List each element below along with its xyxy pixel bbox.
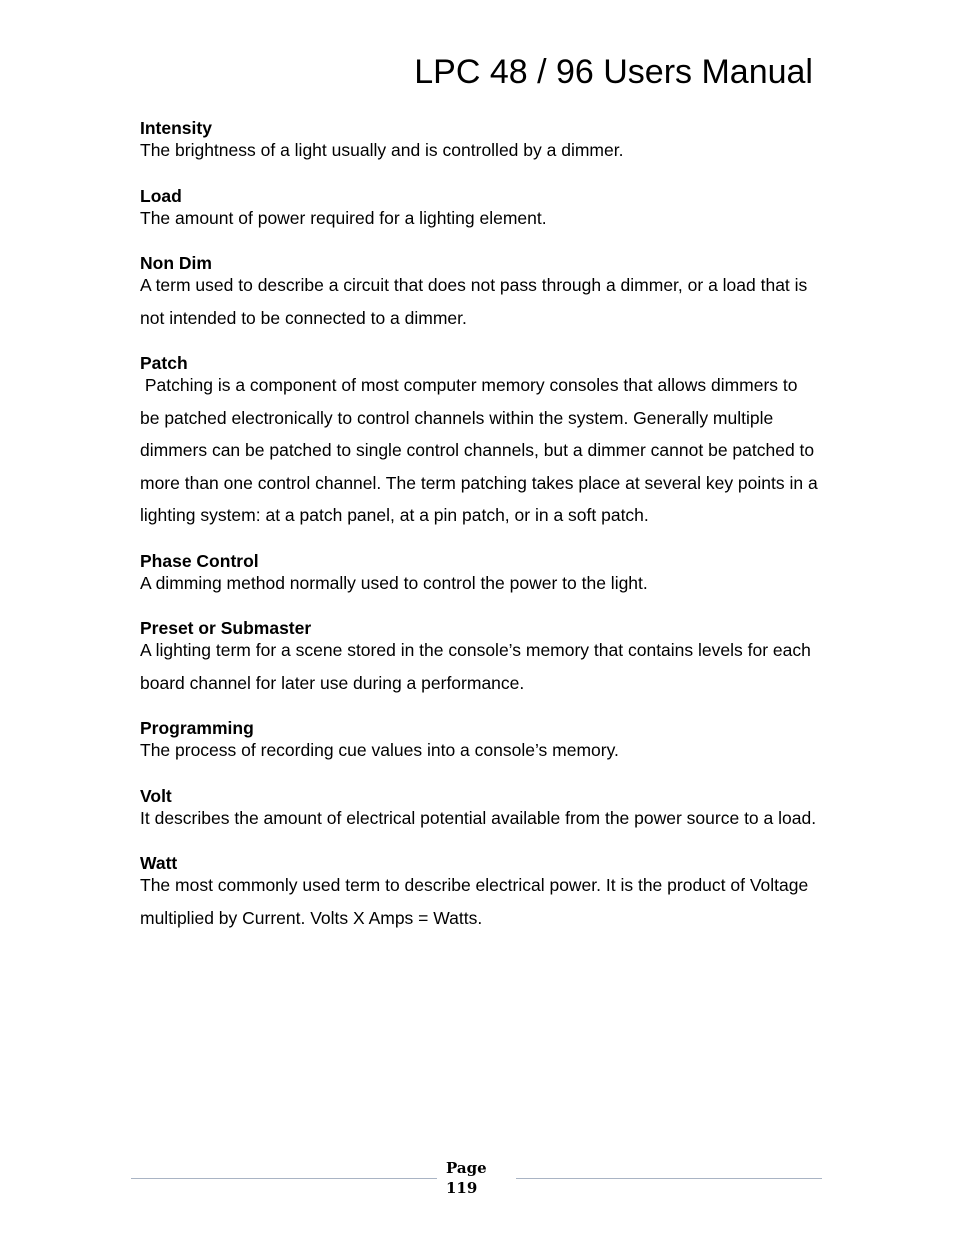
glossary-definition: It describes the amount of electrical potential available from the power source to a load. [140,807,817,828]
page-title: LPC 48 / 96 Users Manual [414,53,813,91]
glossary-term: Patch [140,353,188,373]
glossary-term: Non Dim [140,253,212,273]
glossary-term: Watt [140,853,178,873]
glossary-term: Preset or Submaster [140,618,312,638]
glossary-entry-patch [140,352,823,532]
glossary-term: Phase Control [140,550,259,571]
glossary-entry-watt [140,852,820,934]
glossary-definition: The amount of power required for a lighting element. [140,207,547,228]
glossary-entry-programming [140,717,820,767]
glossary-list [140,117,823,952]
glossary-term: Volt [140,785,172,806]
glossary-definition: A dimming method normally used to control the power to the light. [140,572,648,593]
glossary-term: Load [140,185,182,206]
page-label: Page [446,1159,487,1177]
glossary-definition: A lighting term for a scene stored in the console’s memory that contains levels for each board channel for later use during a performance. [140,640,816,693]
glossary-entry-load [140,185,820,235]
glossary-definition: The brightness of a light usually and is controlled by a dimmer. [140,140,624,160]
glossary-entry-non-dim [140,252,820,334]
glossary-entry-volt [140,785,820,835]
glossary-entry-phase-control [140,550,820,600]
glossary-definition: The process of recording cue values into a console’s memory. [140,740,619,760]
glossary-term: Intensity [140,118,212,138]
glossary-definition: Patching is a component of most computer memory consoles that allows dimmers to be patched electronically to control channels within the system. Generally multiple dimmers can be patched to single control channels, but a dimmer cannot be patched to more than one control channel. The term patching takes place at several key points in a lighting system: at a patch panel, at a pin patch, or in a soft patch. [140,375,823,525]
glossary-entry-intensity [140,117,820,167]
footer-divider-right [516,1178,822,1179]
glossary-definition: A term used to describe a circuit that does not pass through a dimmer, or a load that is not intended to be connected to a dimmer. [140,275,813,328]
footer-divider-left [131,1178,437,1179]
glossary-definition: The most commonly used term to describe electrical power. It is the product of Voltage multiplied by Current. Volts X Amps = Watts. [140,875,814,928]
page-footer [0,1158,954,1208]
page-number-value: 119 [446,1179,478,1197]
page-number [446,1158,487,1198]
glossary-term: Programming [140,718,254,738]
glossary-entry-preset-or-submaster [140,617,820,699]
